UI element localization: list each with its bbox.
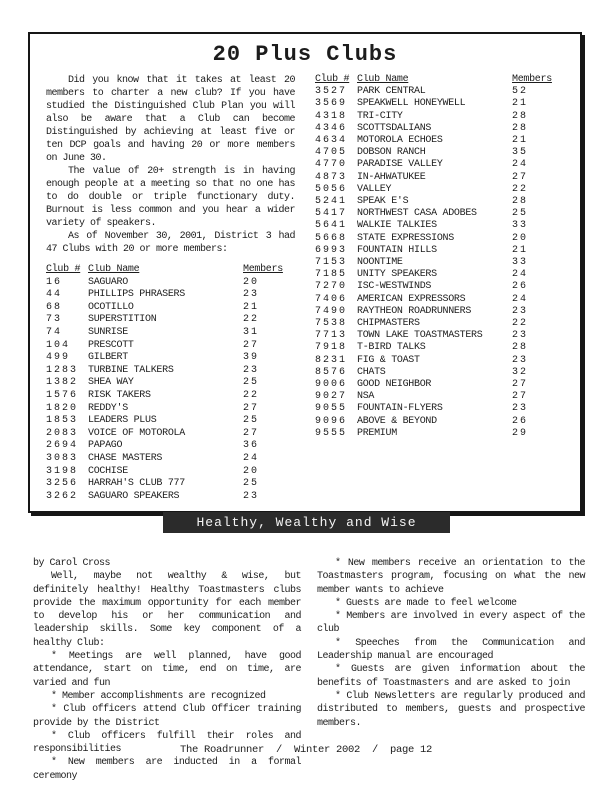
members-cell: 26 [512,415,529,427]
club-number-cell: 1576 [46,389,79,401]
column-header-members: Members [512,74,552,85]
members-cell: 35 [512,147,529,159]
club-name-cell: PREMIUM [357,427,397,439]
club-number-cell: 2694 [46,440,79,452]
bullet-item: * New members are inducted in a formal ceremony [33,757,301,782]
club-number-cell: 5641 [315,220,348,232]
table-row [46,440,295,453]
members-cell: 22 [243,389,260,401]
club-number-cell: 9096 [315,415,348,427]
column-header-members: Members [243,264,283,275]
club-name-cell: SPEAK E'S [357,196,409,208]
table-row [46,365,295,378]
members-cell: 24 [512,293,529,305]
club-number-cell: 2083 [46,427,79,439]
table-row [315,159,564,171]
club-number-cell: 73 [46,314,63,326]
members-cell: 24 [512,269,529,281]
column-header-club-number: Club # [315,74,350,85]
club-name-cell: CHASE MASTERS [88,452,163,464]
members-cell: 28 [512,122,529,134]
table-row [315,416,564,428]
table-row [46,377,295,390]
intro-paragraphs [46,74,295,256]
article-left-column [46,74,295,503]
members-cell: 23 [512,330,529,342]
club-name-cell: IN-AHWATUKEE [357,171,426,183]
club-number-cell: 9006 [315,379,348,391]
members-cell: 36 [243,440,260,452]
club-name-cell: PHILLIPS PHRASERS [88,289,185,301]
club-name-cell: TURBINE TALKERS [88,364,174,376]
club-name-cell: SAGUARO SPEAKERS [88,490,180,502]
club-number-cell: 4873 [315,171,348,183]
club-name-cell: TRI-CITY [357,110,403,122]
members-cell: 23 [512,305,529,317]
club-name-cell: VOICE OF MOTOROLA [88,427,185,439]
table-row [315,135,564,147]
club-name-cell: SAGUARO [88,276,128,288]
table-row [46,277,295,290]
club-name-cell: FOUNTAIN HILLS [357,244,437,256]
club-number-cell: 7185 [315,269,348,281]
table-row [315,379,564,391]
club-name-cell: ABOVE & BEYOND [357,415,437,427]
table-row [46,415,295,428]
table-row [46,403,295,416]
bullet-item: * Guests are made to feel welcome [335,597,517,609]
club-number-cell: 9555 [315,427,348,439]
bullet-item: * Club Newsletters are regularly produced and distributed to members, guests and prospective members. [317,690,585,729]
club-number-cell: 5241 [315,196,348,208]
table-row [315,428,564,440]
table-row [315,184,564,196]
club-name-cell: SHEA WAY [88,377,134,389]
club-name-cell: RAYTHEON ROADRUNNERS [357,305,472,317]
table-row [315,123,564,135]
club-name-cell: MOTOROLA ECHOES [357,135,443,147]
club-number-cell: 8576 [315,366,348,378]
table-row [315,318,564,330]
club-number-cell: 7490 [315,305,348,317]
table-row [315,257,564,269]
members-cell: 21 [243,301,260,313]
club-number-cell: 44 [46,289,63,301]
club-name-cell: GILBERT [88,352,128,364]
table-row [315,330,564,342]
club-name-cell: STATE EXPRESSIONS [357,232,454,244]
table-row [315,281,564,293]
club-number-cell: 1853 [46,415,79,427]
club-number-cell: 1820 [46,402,79,414]
clubs-table-right [315,74,564,440]
members-cell: 24 [243,452,260,464]
members-cell: 21 [512,244,529,256]
table-row [46,491,295,504]
table-row [46,327,295,340]
club-name-cell: ISC-WESTWINDS [357,281,432,293]
club-number-cell: 9027 [315,391,348,403]
club-number-cell: 7406 [315,293,348,305]
members-cell: 33 [512,257,529,269]
bullet-item: * Club officers attend Club Officer training provide by the District [33,704,301,729]
bullet-item: * Meetings are well planned, have good attendance, start on time, end on time, are varied and fun [33,651,301,689]
members-cell: 24 [512,159,529,171]
members-cell: 32 [512,366,529,378]
table-header-row [315,74,564,86]
club-name-cell: PAPAGO [88,440,123,452]
club-name-cell: TOWN LAKE TOASTMASTERS [357,330,483,342]
club-number-cell: 3256 [46,478,79,490]
club-name-cell: T-BIRD TALKS [357,342,426,354]
club-name-cell: CHIPMASTERS [357,318,420,330]
members-cell: 27 [512,379,529,391]
members-cell: 20 [512,232,529,244]
table-row [315,245,564,257]
members-cell: 20 [243,276,260,288]
club-name-cell: HARRAH'S CLUB 777 [88,478,185,490]
club-number-cell: 499 [46,352,71,364]
members-cell: 23 [243,289,260,301]
table-row [315,342,564,354]
table-row [46,453,295,466]
club-number-cell: 9055 [315,403,348,415]
bullet-item: * Members are involved in every aspect of the club [317,611,585,636]
club-name-cell: REDDY'S [88,402,128,414]
members-cell: 23 [512,403,529,415]
club-number-cell: 5056 [315,183,348,195]
table-row [315,208,564,220]
club-number-cell: 4770 [315,159,348,171]
table-row [315,196,564,208]
intro-paragraph: As of November 30, 2001, District 3 had 47 Clubs with 20 or more members: [46,231,295,255]
club-number-cell: 4705 [315,147,348,159]
table-row [46,289,295,302]
club-name-cell: GOOD NEIGHBOR [357,379,432,391]
article-right-column [315,74,564,503]
table-row [315,391,564,403]
members-cell: 28 [512,110,529,122]
members-cell: 22 [243,314,260,326]
club-name-cell: CHATS [357,366,386,378]
members-cell: 29 [512,427,529,439]
column-header-club-name: Club Name [88,264,140,275]
lead-paragraph: Well, maybe not wealthy & wise, but definitely healthy! Healthy Toastmasters clubs provide the maximum opportunity for each member to develop his or her communication and leadership skills. Some key component of a healthy Club: [33,571,301,649]
club-number-cell: 7270 [315,281,348,293]
page-footer: The Roadrunner / Winter 2002 / page 12 [179,744,433,756]
club-number-cell: 5417 [315,208,348,220]
club-name-cell: SUPERSTITION [88,314,157,326]
club-number-cell: 7918 [315,342,348,354]
club-name-cell: NOONTIME [357,257,403,269]
members-cell: 25 [243,415,260,427]
club-name-cell: LEADERS PLUS [88,415,157,427]
members-cell: 26 [512,281,529,293]
column-header-club-number: Club # [46,264,81,275]
table-row [46,340,295,353]
table-row [315,233,564,245]
members-cell: 39 [243,352,260,364]
table-row [315,86,564,98]
club-number-cell: 1283 [46,364,79,376]
club-name-cell: PARADISE VALLEY [357,159,443,171]
bullet-list-right [317,557,585,730]
club-name-cell: FIG & TOAST [357,354,420,366]
members-cell: 23 [243,490,260,502]
club-number-cell: 74 [46,326,63,338]
members-cell: 28 [512,342,529,354]
table-row [315,355,564,367]
club-number-cell: 4634 [315,135,348,147]
table-row [315,98,564,110]
section-banner: Healthy, Wealthy and Wise [163,512,450,533]
table-row [46,390,295,403]
members-cell: 22 [512,318,529,330]
table-body [315,86,564,440]
club-number-cell: 4346 [315,122,348,134]
members-cell: 21 [512,98,529,110]
article-columns [46,74,564,503]
club-number-cell: 3569 [315,98,348,110]
members-cell: 27 [512,391,529,403]
byline: by Carol Cross [33,558,111,569]
club-name-cell: SPEAKWELL HONEYWELL [357,98,466,110]
clubs-table-left [46,264,295,503]
table-header-row [46,264,295,277]
members-cell: 27 [243,339,260,351]
club-number-cell: 104 [46,339,71,351]
club-number-cell: 3262 [46,490,79,502]
members-cell: 27 [243,402,260,414]
table-row [315,269,564,281]
table-row [315,294,564,306]
table-row [46,428,295,441]
club-name-cell: OCOTILLO [88,301,134,313]
table-row [315,111,564,123]
table-row [315,403,564,415]
club-name-cell: WALKIE TALKIES [357,220,437,232]
bullet-item: * Speeches from the Communication and Leadership manual are encouraged [317,637,585,663]
members-cell: 27 [512,171,529,183]
table-row [315,220,564,232]
members-cell: 33 [512,220,529,232]
club-name-cell: COCHISE [88,465,128,477]
club-name-cell: SUNRISE [88,326,128,338]
bullet-list-left [33,650,301,783]
table-row [315,306,564,318]
club-number-cell: 3083 [46,452,79,464]
bullet-item: * Club officers fulfill their roles and responsibilities [33,730,301,756]
table-row [46,302,295,315]
bullet-item: * Guests are given information about the benefits of Toastmasters and are asked to join [317,664,585,689]
table-row [46,466,295,479]
bullet-item: * Member accomplishments are recognized [51,690,266,702]
members-cell: 23 [512,354,529,366]
column-header-club-name: Club Name [357,74,409,85]
members-cell: 20 [243,465,260,477]
table-body [46,277,295,504]
club-number-cell: 7538 [315,318,348,330]
club-number-cell: 7713 [315,330,348,342]
club-name-cell: NORTHWEST CASA ADOBES [357,208,477,220]
club-number-cell: 3198 [46,465,79,477]
members-cell: 21 [512,135,529,147]
article-title: 20 Plus Clubs [212,42,398,67]
members-cell: 25 [512,208,529,220]
twenty-plus-clubs-panel [28,32,582,513]
club-name-cell: PRESCOTT [88,339,134,351]
club-number-cell: 16 [46,276,63,288]
club-name-cell: DOBSON RANCH [357,147,426,159]
club-number-cell: 5668 [315,232,348,244]
club-name-cell: FOUNTAIN-FLYERS [357,403,443,415]
club-name-cell: UNITY SPEAKERS [357,269,437,281]
table-row [46,314,295,327]
bullet-item: * New members receive an orientation to the Toastmasters program, focusing on what the new member wants to achieve [317,558,585,596]
club-number-cell: 1382 [46,377,79,389]
club-name-cell: RISK TAKERS [88,389,151,401]
table-row [46,478,295,491]
members-cell: 31 [243,326,260,338]
club-name-cell: NSA [357,391,375,403]
members-cell: 28 [512,196,529,208]
members-cell: 23 [243,364,260,376]
table-row [315,147,564,159]
club-name-cell: PARK CENTRAL [357,86,426,98]
intro-paragraph: Did you know that it takes at least 20 members to charter a new club? If you have studied the Distinguished Club Plan you will also be aware that a Club can become Distinguished by achieving at least five or ten DCP goals and having 20 or more members on June 30. [46,75,295,164]
club-name-cell: AMERICAN EXPRESSORS [357,293,466,305]
club-number-cell: 8231 [315,354,348,366]
club-name-cell: VALLEY [357,183,392,195]
club-number-cell: 7153 [315,257,348,269]
club-number-cell: 4318 [315,110,348,122]
members-cell: 52 [512,86,529,98]
club-name-cell: SCOTTSDALIANS [357,122,432,134]
members-cell: 22 [512,183,529,195]
club-number-cell: 3527 [315,86,348,98]
table-row [315,367,564,379]
table-row [46,352,295,365]
intro-paragraph: The value of 20+ strength is in having enough people at a meeting so that no one has to do double or triple functionary duty. Burnout is less common and you hear a wider variety of speakers. [46,166,295,229]
members-cell: 25 [243,377,260,389]
table-row [315,172,564,184]
club-number-cell: 6993 [315,244,348,256]
members-cell: 27 [243,427,260,439]
club-number-cell: 68 [46,301,63,313]
members-cell: 25 [243,478,260,490]
